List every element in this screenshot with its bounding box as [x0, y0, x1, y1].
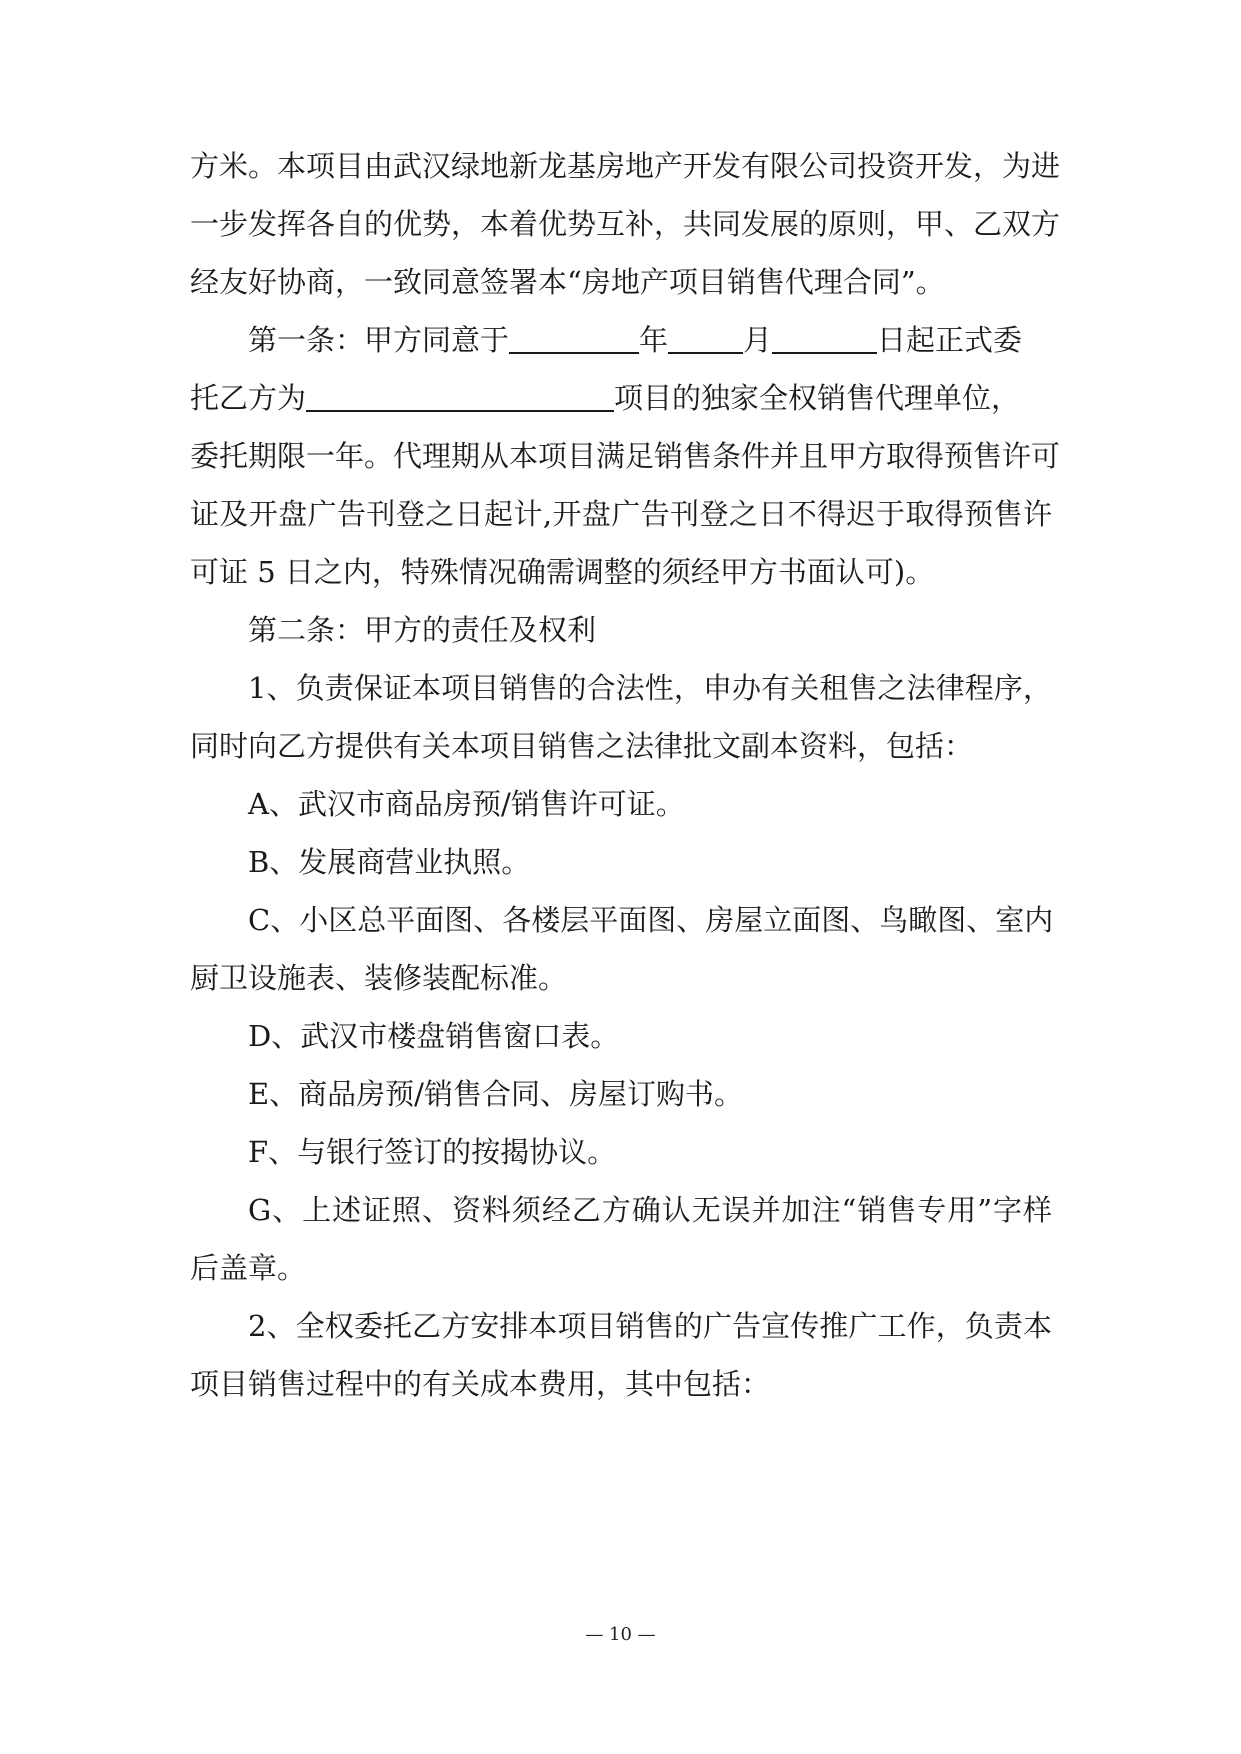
article1-line-5: 可证 5 日之内，特殊情况确需调整的须经甲方书面认可)。	[190, 555, 935, 589]
article1-lead: 第一条：甲方同意于	[248, 323, 510, 357]
item2-line-2: 项目销售过程中的有关成本费用，其中包括：	[190, 1367, 771, 1401]
item1-line-2: 同时向乙方提供有关本项目销售之法律批文副本资料，包括：	[190, 729, 974, 763]
item-d: D、武汉市楼盘销售窗口表。	[248, 1019, 620, 1053]
article1-line-1	[248, 320, 1052, 360]
month-blank	[668, 322, 743, 354]
intro-line-3: 经友好协商，一致同意签署本“房地产项目销售代理合同”。	[190, 265, 945, 299]
article1-year: 年	[639, 323, 669, 357]
day-blank	[772, 322, 877, 354]
article1-agent: 项目的独家全权销售代理单位，	[614, 381, 1021, 415]
article1-month: 月	[743, 323, 773, 357]
item-g-line-1: G、上述证照、资料须经乙方确认无误并加注“销售专用”字样	[248, 1193, 1052, 1227]
article1-line-4: 证及开盘广告刊登之日起计,开盘广告刊登之日不得迟于取得预售许	[190, 497, 1052, 531]
year-blank	[509, 322, 639, 354]
article1-entrust: 托乙方为	[190, 381, 307, 415]
item-e: E、商品房预/销售合同、房屋订购书。	[248, 1077, 743, 1111]
item2-line-1: 2、全权委托乙方安排本项目销售的广告宣传推广工作，负责本	[248, 1309, 1052, 1343]
article1-line-2	[190, 378, 1052, 418]
article1-line-3: 委托期限一年。代理期从本项目满足销售条件并且甲方取得预售许可	[190, 439, 1061, 473]
item-f: F、与银行签订的按揭协议。	[248, 1135, 617, 1169]
article1-day: 日起正式委	[877, 323, 1023, 357]
item-g-line-2: 后盖章。	[190, 1251, 307, 1285]
item-c-line-1: C、小区总平面图、各楼层平面图、房屋立面图、鸟瞰图、室内	[248, 903, 1054, 937]
intro-line-2: 一步发挥各自的优势，本着优势互补，共同发展的原则，甲、乙双方	[190, 207, 1061, 241]
intro-line-1: 方米。本项目由武汉绿地新龙基房地产开发有限公司投资开发，为进	[190, 149, 1061, 183]
item-c-line-2: 厨卫设施表、装修装配标准。	[190, 961, 568, 995]
item1-line-1: 1、负责保证本项目销售的合法性，申办有关租售之法律程序，	[248, 671, 1052, 705]
item-b: B、发展商营业执照。	[248, 845, 531, 879]
item-a: A、武汉市商品房预/销售许可证。	[248, 787, 685, 821]
article2-title: 第二条：甲方的责任及权利	[248, 613, 597, 647]
page-number: — 10 —	[585, 1624, 656, 1645]
project-name-blank	[306, 380, 614, 412]
